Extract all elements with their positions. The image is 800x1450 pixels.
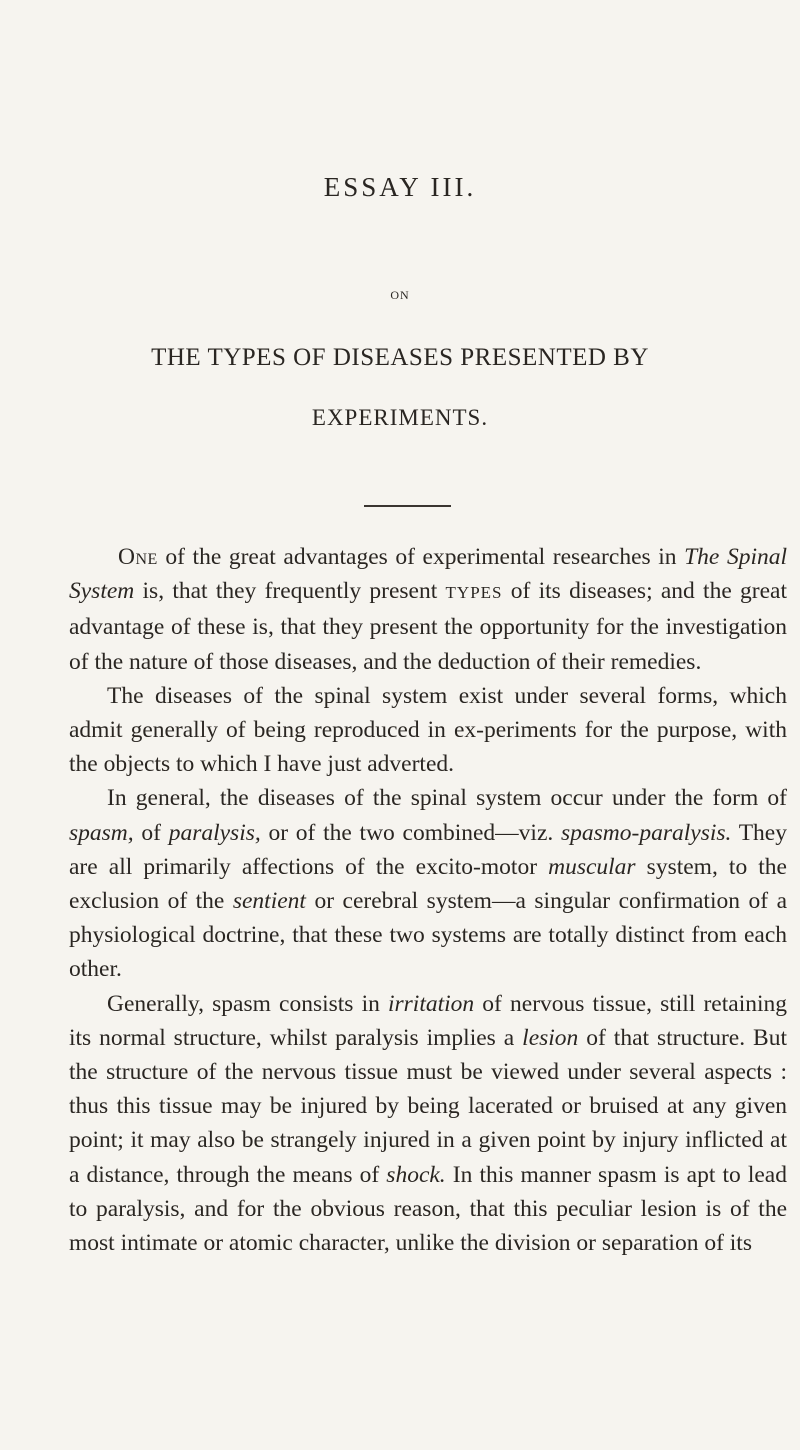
types-smallcaps: TYPES [445,583,503,603]
paragraph-1-lead-word: One [118,544,158,570]
on-label: ON [390,288,410,302]
essay-title-line-1: THE TYPES OF DISEASES PRESENTED BY [151,344,649,371]
paragraph-1: One of the great advantages of experimental researches in The Spinal System is, that they frequently present TYPES of its diseases; and the great advantage of these is, that they present the opportunity for the investigation of the nature of those diseases, and the deduction of their remedies. [69,544,788,675]
paragraph-2: The diseases of the spinal system exist under several forms, which admit generally of being reproduced in ex-periments for the purpose, with the objects to which I have just adverted. [69,682,787,778]
book-title: The Spinal System [69,544,788,605]
essay-body [69,540,787,1260]
essay-number: ESSAY III. [323,172,477,202]
title-divider [364,505,451,507]
essay-title-line-2: EXPERIMENTS. [311,405,489,430]
paragraph-4: Generally, spasm consists in irritation of nervous tissue, still retaining its normal structure, whilst paralysis implies a lesion of that structure. But the structure of the nervous tissue must be viewed under several aspects : thus this tissue may be injured by being lacerated or bruised at any given point; it may also be strangely injured in a given point by injury inflicted at a distance, through the means of shock. In this manner spasm is apt to lead to paralysis, and for the obvious reason, that this peculiar lesion is of the most intimate or atomic character, unlike the division or separation of its [69,990,787,1257]
paragraph-3: In general, the diseases of the spinal system occur under the form of spasm, of paralysis, or of the two combined—viz. spasmo-paralysis. They are all primarily affections of the excito-motor muscular system, to the exclusion of the sentient or cerebral system—a singular confirmation of a physiological doctrine, that these two systems are totally distinct from each other. [69,785,787,983]
